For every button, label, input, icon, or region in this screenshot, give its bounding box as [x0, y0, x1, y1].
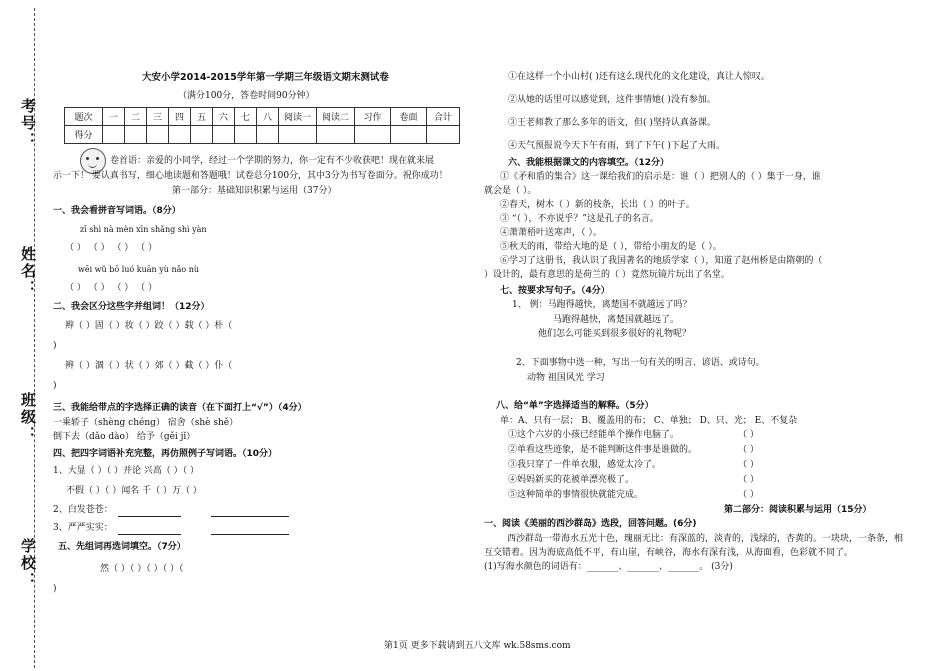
q7-line: 2、下面事物中选一种，写出一句有关的明言、谚语、或诗句。: [516, 358, 765, 368]
answer-line: [211, 516, 289, 517]
score-header: 二: [125, 108, 147, 126]
q8-answer-paren: （ ）: [738, 460, 759, 470]
q3-title: 三、我能给带点的字选择正确的读音（在下面打上“√”）（4分）: [53, 403, 307, 413]
score-cell[interactable]: [169, 126, 191, 144]
reading1-title: 一、阅读《美丽的西沙群岛》选段，回答问题。(6分): [484, 519, 697, 529]
answer-line: [118, 516, 181, 517]
q6-line: ①《矛和盾的集合》这一课给我们的启示是：谁（ ）把别人的（ ）集于一身，谁: [500, 172, 821, 182]
score-table: [64, 107, 460, 144]
exam-subtitle: （满分100分，答卷时间90分钟）: [178, 91, 315, 101]
q1-answer-row: （ ） （ ） （ ） （ ）: [65, 283, 158, 293]
score-cell[interactable]: [191, 126, 213, 144]
q5-title: 五、先组词再选词填空。（7分）: [58, 542, 186, 552]
q5-row-close: ): [53, 584, 57, 594]
school-label: 学校：: [19, 538, 37, 589]
score-header: 合计: [427, 108, 460, 126]
score-header: 阅读二: [317, 108, 355, 126]
q8-item: ①这个六岁的小孩已经能单个操作电脑了。: [508, 430, 680, 440]
score-header: 五: [191, 108, 213, 126]
score-header: 七: [235, 108, 257, 126]
score-header-row: [65, 108, 460, 126]
q5-sentence: ①在这样一个小山村( )还有这么现代化的文化建设，真让人惊叹。: [508, 72, 770, 82]
score-header: 三: [147, 108, 169, 126]
page-footer: 第1页 更多下载请到五八文库 wk.58sms.com: [384, 641, 571, 651]
q1-title: 一、我会看拼音写词语。（8分）: [53, 206, 181, 216]
score-header: 题次: [65, 108, 103, 126]
score-cell[interactable]: [235, 126, 257, 144]
exam-title: 大安小学2014-2015学年第一学期三年级语文期末测试卷: [142, 72, 389, 83]
q4-row: 1、大显（ ）（ ）并论 兴高（ ）（ ）: [53, 466, 200, 476]
q4-row: 2、白发苍苍：: [53, 505, 113, 515]
score-cell[interactable]: [391, 126, 427, 144]
q4-row: 不假（ ）（ ）闻名 千（ ）万（ ）: [66, 486, 202, 496]
exam-number-label: 考号：: [19, 98, 37, 149]
score-header: 习作: [355, 108, 391, 126]
reading1-question: (1)写海水颜色的词语有：_______、_______、_______。 (3分): [484, 562, 733, 572]
q2-row-close: ): [53, 341, 57, 351]
q6-line: ）设计的，最有意思的是荷兰的（ ）竟然玩镜片玩出了名堂。: [484, 270, 730, 280]
q8-item: ④妈妈新买的花被单漂亮极了。: [508, 475, 635, 485]
score-header: 卷面: [391, 108, 427, 126]
score-cell[interactable]: [125, 126, 147, 144]
q4-row: 3、严严实实：: [53, 523, 113, 533]
reading1-paragraph: 互交错着。因为海底高低不平，有山崖，有峡谷，海水有深有浅，从海面看，色彩就不同了。: [484, 548, 854, 558]
q8-answer-paren: （ ）: [738, 430, 759, 440]
score-cell[interactable]: [355, 126, 391, 144]
q2-row: 辫（ ）固（ ）妆（ ）跤（ ）载（ ）朴（: [65, 321, 233, 331]
score-cell[interactable]: [279, 126, 317, 144]
q6-line: ⑤秋天的雨，带给大地的是（ ），带给小朋友的是（ ）。: [500, 242, 722, 252]
reading1-paragraph: 西沙群岛一带海水五光十色，瑰丽无比：有深蓝的，淡青的，浅绿的，杏黄的。一块块，一条条，相: [507, 534, 904, 544]
class-label: 班级：: [19, 392, 37, 443]
part1-heading: 第一部分：基础知识积累与运用（37分）: [172, 186, 337, 196]
q2-row-close: ): [53, 381, 57, 391]
name-label: 姓名：: [19, 246, 37, 297]
score-cell[interactable]: [427, 126, 460, 144]
score-cell[interactable]: [317, 126, 355, 144]
part2-heading: 第二部分：阅读积累与运用（15分）: [724, 505, 872, 515]
answer-line: [118, 534, 181, 535]
q6-line: 就会是（ ）。: [484, 186, 537, 196]
q8-item: ②单看这些迹象，是不能判断这件事是谁做的。: [508, 445, 698, 455]
q7-line: 动物 祖国风光 学习: [527, 373, 605, 383]
q8-item: ⑤这种简单的事情很快就能完成。: [508, 490, 644, 500]
q5-sentence: ④天气预报说今天下午有雨，到了下午( )下起了大雨。: [508, 141, 725, 151]
intro-line-2: 示一下！ 要认真书写，细心地读题和答题哦！试卷总分100分，其中3分为书写卷面分。祝你成功！: [53, 171, 448, 181]
q6-line: ②春天，树木（ ）新的枝条，长出（ ）的叶子。: [500, 200, 695, 210]
score-header: 阅读一: [279, 108, 317, 126]
q1-pinyin-row: wēi wǔ bō luó kuān yù nǎo nù: [78, 265, 200, 274]
q6-line: ④萧萧梧叶送寒声，（ ）。: [500, 228, 602, 238]
q7-title: 七、按要求写句子。（4分）: [500, 286, 610, 296]
q5-row: 然（ ）（ ）（ ）（ ）（: [100, 564, 184, 574]
q6-title: 六、我能根据课文的内容填空。（12分）: [508, 158, 670, 168]
q1-answer-row: （ ） （ ） （ ） （ ）: [65, 243, 158, 253]
q6-line: ③ “（ ），不亦说乎？”这是孔子的名言。: [500, 214, 659, 224]
q7-line: 他们怎么可能买到很多很好的礼物呢？: [538, 329, 692, 339]
score-cell[interactable]: [103, 126, 125, 144]
score-header: 一: [103, 108, 125, 126]
q8-answer-paren: （ ）: [738, 445, 759, 455]
q8-answer-paren: （ ）: [738, 475, 759, 485]
score-header: 四: [169, 108, 191, 126]
score-value-row: [65, 126, 460, 144]
q3-row: 一乘轿子（shèng chéng） 宿舍（shè shě）: [53, 418, 239, 428]
q8-title: 八、给“单”字选择适当的解释。（5分）: [496, 401, 654, 411]
q3-row: 倒下去（dǎo dào） 给予（gěi jǐ）: [53, 432, 196, 442]
score-header: 六: [213, 108, 235, 126]
q2-title: 二、我会区分这些字并组词！（12分）: [53, 302, 210, 312]
score-cell[interactable]: [147, 126, 169, 144]
q4-title: 四、把四字词语补充完整，再仿照例子写词语。（10分）: [53, 449, 278, 459]
q8-definitions: 单：A、只有一层； B、覆盖用的布； C、单独； D、只、光； E、不复杂: [500, 416, 798, 426]
intro-line-1: 卷首语：亲爱的小同学，经过一个学期的努力，你一定有不少收获吧！现在就来展: [110, 156, 435, 166]
q2-row: 辨（ ）涸（ ）状（ ）郊（ ）截（ ）仆（: [65, 361, 233, 371]
score-header: 八: [257, 108, 279, 126]
q1-pinyin-row: zī shì nà mèn xīn shǎng shì yàn: [80, 225, 207, 234]
q8-item: ③我只穿了一件单衣服，感觉太冷了。: [508, 460, 662, 470]
q5-sentence: ③王老师教了那么多年的语文，但( )坚持认真备课。: [508, 118, 716, 128]
score-cell[interactable]: [257, 126, 279, 144]
q5-sentence: ②从她的话里可以感觉到，这件事情她( )没有参加。: [508, 95, 716, 105]
score-row-label: 得分: [65, 126, 103, 144]
answer-line: [211, 534, 289, 535]
score-cell[interactable]: [213, 126, 235, 144]
q6-line: ⑥学习了这册书，我认识了我国著名的地质学家（ ），知道了赵州桥是由隋朝的（: [500, 256, 823, 266]
q7-line: 马跑得越快，离楚国就越远了。: [553, 315, 680, 325]
q8-answer-paren: （ ）: [738, 490, 759, 500]
q7-line: 1、 例：马跑得越快，离楚国不就越远了吗？: [512, 300, 692, 310]
